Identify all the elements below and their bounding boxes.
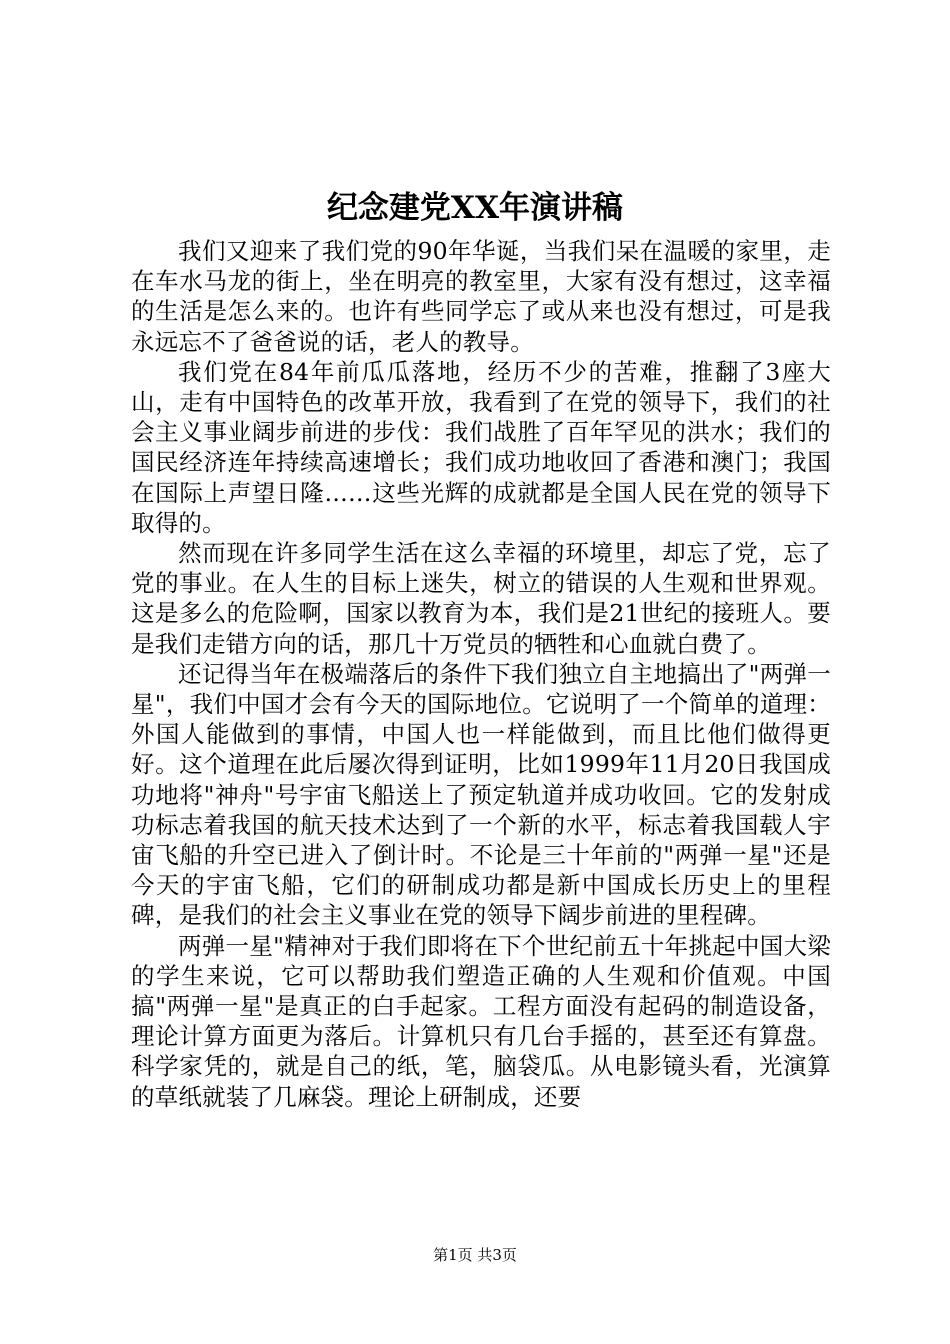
paragraph: 两弹一星"精神对于我们即将在下个世纪前五十年挑起中国大梁的学生来说，它可以帮助我们塑造正确的人生观和价值观。中国搞"两弹一星"是真正的白手起家。工程方面没有起码的制造设备，理论计算方面更为落后。计算机只有几台手摇的，甚至还有算盘。科学家凭的，就是自己的纸，笔，脑袋瓜。从电影镜头看，光演算的草纸就装了几麻袋。理论上研制成，还要 xyxy=(131,931,831,1111)
paragraph: 然而现在许多同学生活在这么幸福的环境里，却忘了党，忘了党的事业。在人生的目标上迷失，树立的错误的人生观和世界观。这是多么的危险啊，国家以教育为本，我们是21世纪的接班人。要是我们走错方向的话，那几十万党员的牺牲和心血就白费了。 xyxy=(131,539,831,658)
paragraph: 我们又迎来了我们党的90年华诞，当我们呆在温暖的家里，走在车水马龙的街上，坐在明亮的教室里，大家有没有想过，这幸福的生活是怎么来的。也许有些同学忘了或从来也没有想过，可是我永远忘不了爸爸说的话，老人的教导。 xyxy=(131,237,831,356)
paragraph: 还记得当年在极端落后的条件下我们独立自主地搞出了"两弹一星"，我们中国才会有今天的国际地位。它说明了一个简单的道理：外国人能做到的事情，中国人也一样能做到，而且比他们做得更好。这个道理在此后屡次得到证明，比如1999年11月20日我国成功地将"神舟"号宇宙飞船送上了预定轨道并成功收回。它的发射成功标志着我国的航天技术达到了一个新的水平，标志着我国载人宇宙飞船的升空已进入了倒计时。不论是三十年前的"两弹一星"还是今天的宇宙飞船，它们的研制成功都是新中国成长历史上的里程碑，是我们的社会主义事业在党的领导下阔步前进的里程碑。 xyxy=(131,659,831,930)
document-title: 纪念建党XX年演讲稿 xyxy=(326,190,624,226)
page-footer: 第1页 共3页 xyxy=(433,1246,517,1264)
document-body xyxy=(131,236,831,1112)
paragraph: 我们党在84年前瓜瓜落地，经历不少的苦难，推翻了3座大山，走有中国特色的改革开放，我看到了在党的领导下，我们的社会主义事业阔步前进的步伐：我们战胜了百年罕见的洪水；我们的国民经济连年持续高速增长；我们成功地收回了香港和澳门；我国在国际上声望日隆……这些光辉的成就都是全国人民在党的领导下取得的。 xyxy=(131,357,831,537)
